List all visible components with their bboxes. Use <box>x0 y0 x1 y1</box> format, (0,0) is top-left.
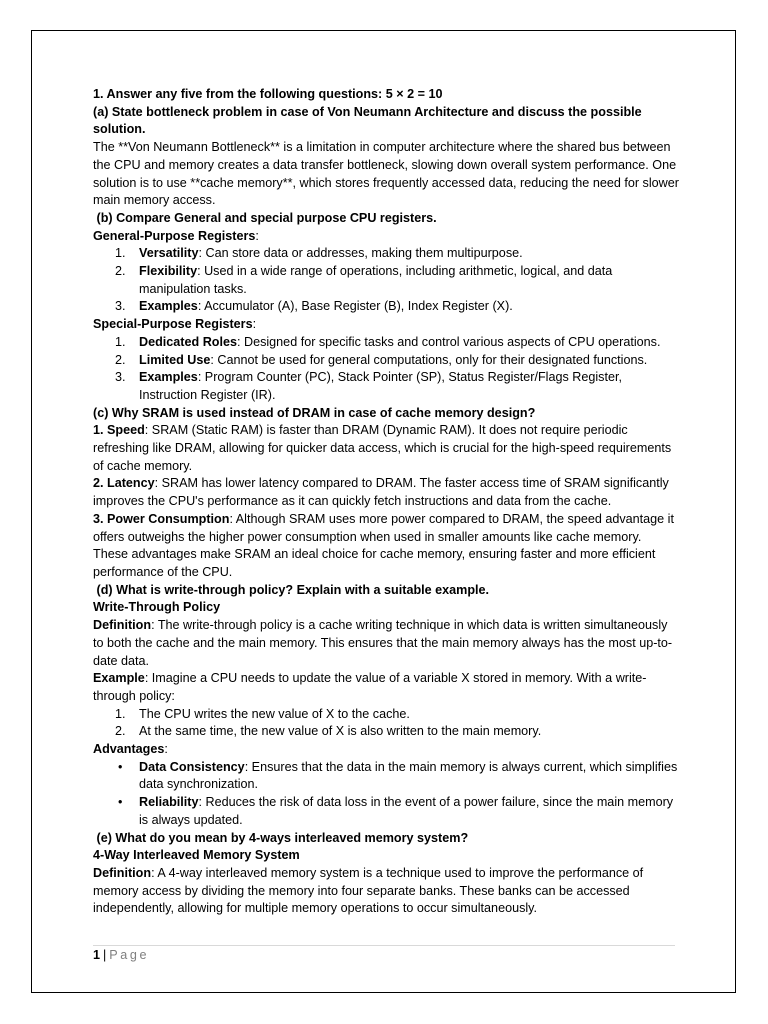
item-text: : Can store data or addresses, making them multipurpose. <box>198 246 523 261</box>
example-steps <box>93 706 679 741</box>
item-term: Data Consistency <box>139 759 245 774</box>
question-c: (c) Why SRAM is used instead of DRAM in case of cache memory design? <box>93 405 536 420</box>
interleaved-title: 4-Way Interleaved Memory System <box>93 848 300 863</box>
list-number: 1. <box>115 246 126 261</box>
bullet-icon: • <box>118 759 123 774</box>
list-number: 2. <box>115 352 126 367</box>
advantages-colon: : <box>164 742 168 757</box>
list-number: 1. <box>115 334 126 349</box>
sp-colon: : <box>252 317 257 332</box>
list-item <box>93 759 679 794</box>
step-text: The CPU writes the new value of X to the cache. <box>139 706 410 721</box>
item-term: Versatility <box>139 246 199 261</box>
list-item <box>93 794 679 829</box>
sp-heading: Special-Purpose Registers <box>93 317 253 332</box>
item-term: Flexibility <box>139 264 198 279</box>
question-a: (a) State bottleneck problem in case of Von Neumann Architecture and discuss the possible solution. <box>93 104 642 137</box>
footer-separator: | <box>103 948 107 962</box>
item-text: : Reduces the risk of data loss in the event of a power failure, since the main memory is always updated. <box>139 795 674 827</box>
page-footer <box>93 947 149 964</box>
answer-a: The **Von Neumann Bottleneck** is a limitation in computer architecture where the shared bus between the CPU and memory creates a data transfer bottleneck, slowing down overall system performance. One solution is to use **cache memory**, which stores frequently accessed data, reducing the need for slower main memory access. <box>93 140 679 208</box>
point-text: : SRAM has lower latency compared to DRAM. The faster access time of SRAM significantly improves the CPU's performance as it can quickly fetch instructions and data from the cache. <box>93 476 669 509</box>
gp-heading-line <box>93 228 679 246</box>
item-text: : Ensures that the data in the main memory is always current, which simplifies data synchronization. <box>139 759 678 792</box>
list-item <box>93 723 679 741</box>
point-term: 1. Speed <box>93 423 145 438</box>
definition-term: Definition <box>93 865 152 880</box>
list-item <box>93 263 679 298</box>
list-item <box>93 245 679 263</box>
list-item <box>93 334 679 352</box>
item-term: Limited Use <box>139 352 211 367</box>
definition-text: : A 4-way interleaved memory system is a technique used to improve the performance of memory access by dividing the memory into four separate banks. These banks can be accessed independently, allowing for multiple memory operations to occur simultaneously. <box>93 865 644 916</box>
list-number: 2. <box>115 724 126 739</box>
gp-colon: : <box>255 228 259 243</box>
item-term: Reliability <box>139 795 199 810</box>
list-item <box>93 298 679 316</box>
advantages-heading-line <box>93 741 679 759</box>
page-label: Page <box>109 948 150 962</box>
list-item <box>93 706 679 724</box>
advantages-list <box>93 759 679 830</box>
item-term: Examples <box>139 370 198 385</box>
point-latency <box>93 475 679 510</box>
sp-heading-line <box>93 316 679 334</box>
advantages-heading: Advantages <box>93 742 165 757</box>
point-term: 2. Latency <box>93 476 155 491</box>
item-text: : Program Counter (PC), Stack Pointer (SP), Status Register/Flags Register, Instruction Register (IR). <box>139 370 622 402</box>
item-text: : Cannot be used for general computations, only for their designated functions. <box>210 352 648 367</box>
point-text: : SRAM (Static RAM) is faster than DRAM (Dynamic RAM). It does not require periodic refreshing like DRAM, allowing for quicker data access, which is crucial for the high-speed requirements of cache memory. <box>93 423 672 473</box>
question-b: (b) Compare General and special purpose CPU registers. <box>93 210 437 225</box>
document-body <box>93 86 679 918</box>
item-text: : Accumulator (A), Base Register (B), Index Register (X). <box>197 299 513 314</box>
page-number: 1 <box>93 948 101 962</box>
example-term: Example <box>93 671 145 686</box>
list-item <box>93 352 679 370</box>
list-number: 2. <box>115 264 126 279</box>
item-text: : Used in a wide range of operations, including arithmetic, logical, and data manipulation tasks. <box>139 264 613 296</box>
step-text: At the same time, the new value of X is also written to the main memory. <box>139 724 542 739</box>
list-number: 1. <box>115 706 126 721</box>
point-text: : Although SRAM uses more power compared to DRAM, the speed advantage it offers outweighs the higher power consumption when used in smaller amounts like cache memory. These advantages make SRAM an ideal choice for cache memory, ensuring faster and more efficient performance of the CPU. <box>93 511 674 579</box>
footer-divider <box>93 945 675 946</box>
sp-list <box>93 334 679 405</box>
bullet-icon: • <box>118 795 123 810</box>
item-term: Dedicated Roles <box>139 334 237 349</box>
write-through-example <box>93 670 679 705</box>
write-through-definition <box>93 617 679 670</box>
point-term: 3. Power Consumption <box>93 511 230 526</box>
list-number: 3. <box>115 370 126 385</box>
question-d: (d) What is write-through policy? Explain with a suitable example. <box>93 582 490 597</box>
item-text: : Designed for specific tasks and control various aspects of CPU operations. <box>236 334 661 349</box>
question-heading: 1. Answer any five from the following questions: 5 × 2 = 10 <box>93 87 443 101</box>
definition-text: : The write-through policy is a cache writing technique in which data is written simultaneously to both the cache and the main memory. This ensures that the main memory always has the most up-to-date data. <box>93 618 673 668</box>
example-text: : Imagine a CPU needs to update the value of a variable X stored in memory. With a write-through policy: <box>93 671 647 703</box>
point-speed <box>93 422 679 475</box>
list-number: 3. <box>115 299 126 314</box>
item-term: Examples <box>139 299 198 314</box>
gp-heading: General-Purpose Registers <box>93 228 256 243</box>
gp-list <box>93 245 679 316</box>
interleaved-definition <box>93 865 679 918</box>
definition-term: Definition <box>93 618 152 633</box>
list-item <box>93 369 679 404</box>
point-power <box>93 511 679 582</box>
question-e: (e) What do you mean by 4-ways interleaved memory system? <box>93 830 469 845</box>
write-through-title: Write-Through Policy <box>93 600 221 615</box>
